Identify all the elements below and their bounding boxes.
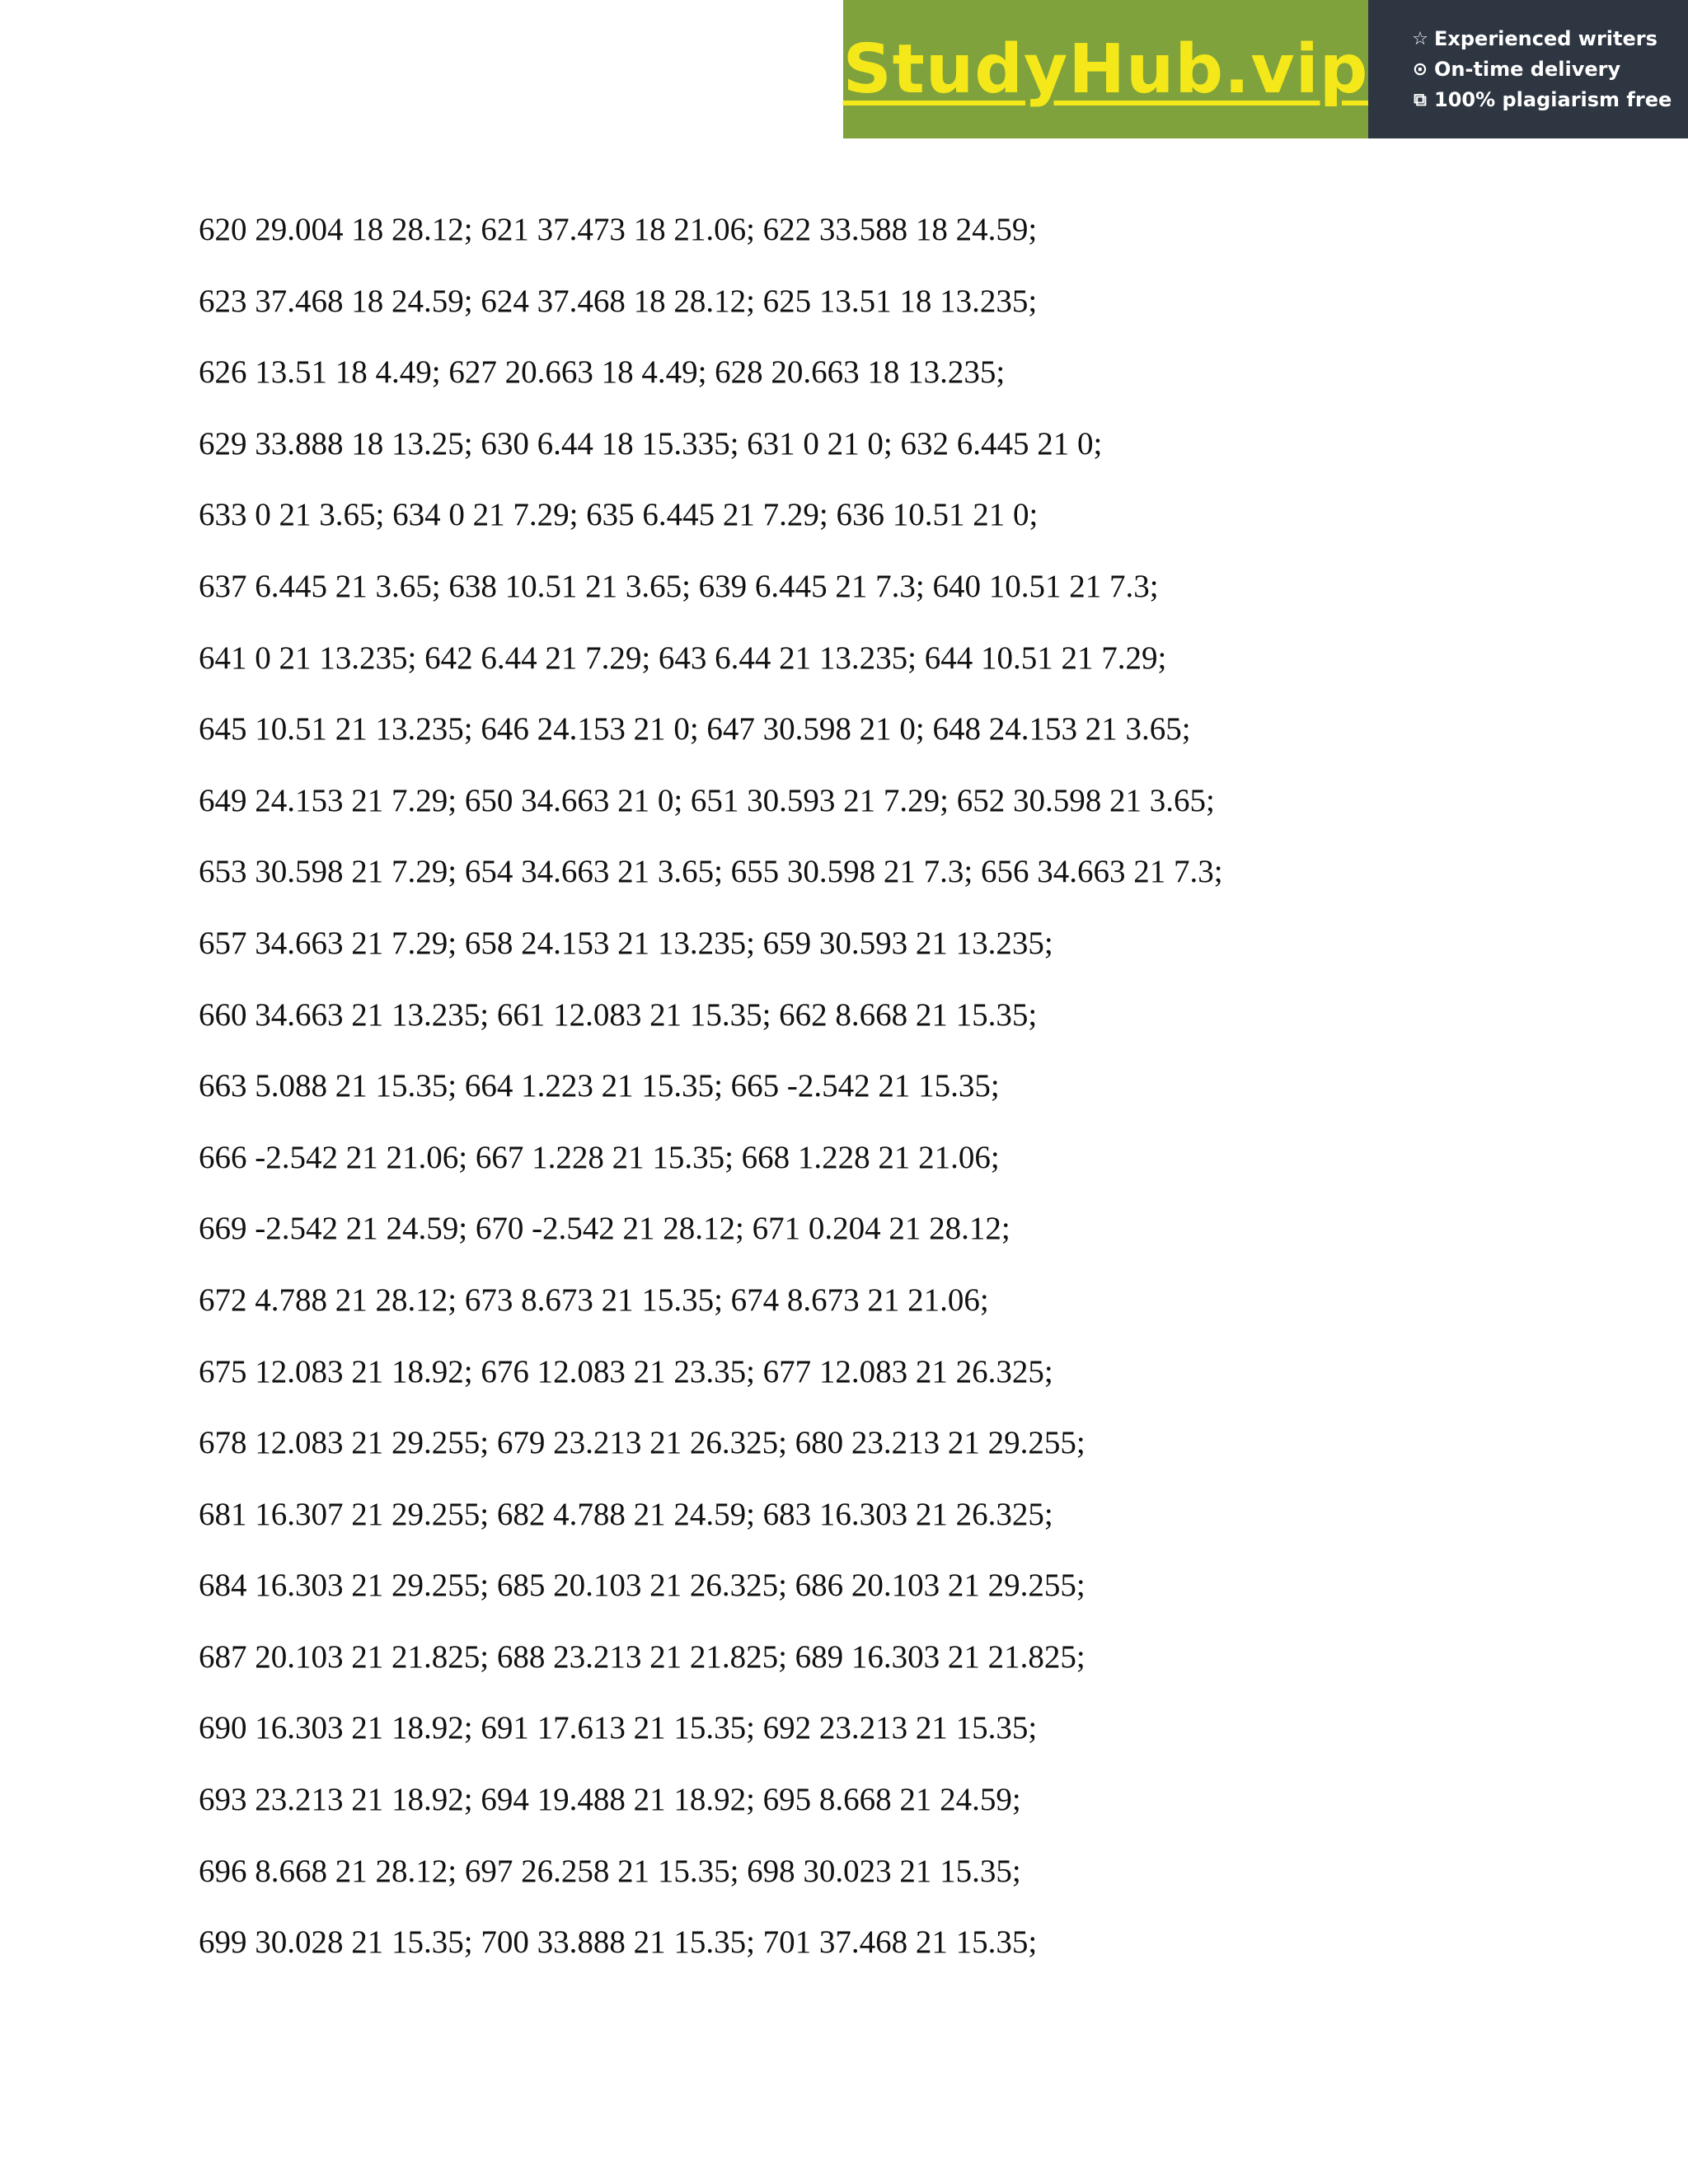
text-line: 699 30.028 21 15.35; 700 33.888 21 15.35; 701 37.468 21 15.35; bbox=[199, 1924, 1038, 1961]
text-line: 684 16.303 21 29.255; 685 20.103 21 26.325; 686 20.103 21 29.255; bbox=[199, 1568, 1085, 1604]
text-line: 623 37.468 18 24.59; 624 37.468 18 28.12; 625 13.51 18 13.235; bbox=[199, 283, 1038, 319]
text-line: 675 12.083 21 18.92; 676 12.083 21 23.35; 677 12.083 21 26.325; bbox=[199, 1353, 1053, 1390]
feature-experienced-writers bbox=[1409, 27, 1688, 50]
text-line: 681 16.307 21 29.255; 682 4.788 21 24.59; 683 16.303 21 26.325; bbox=[199, 1496, 1053, 1532]
text-line: 657 34.663 21 7.29; 658 24.153 21 13.235; 659 30.593 21 13.235; bbox=[199, 925, 1053, 961]
text-line: 629 33.888 18 13.25; 630 6.44 18 15.335; 631 0 21 0; 632 6.445 21 0; bbox=[199, 425, 1103, 462]
text-line: 649 24.153 21 7.29; 650 34.663 21 0; 651 30.593 21 7.29; 652 30.598 21 3.65; bbox=[199, 782, 1215, 818]
banner-features bbox=[1368, 0, 1688, 138]
star-icon: ☆ bbox=[1412, 28, 1428, 49]
studyhub-logo[interactable] bbox=[843, 0, 1368, 138]
text-line: 626 13.51 18 4.49; 627 20.663 18 4.49; 628 20.663 18 13.235; bbox=[199, 354, 1006, 391]
copy-icon: ⧉ bbox=[1414, 89, 1427, 110]
feature-label: 100% plagiarism free bbox=[1434, 88, 1672, 111]
text-line: 672 4.788 21 28.12; 673 8.673 21 15.35; 674 8.673 21 21.06; bbox=[199, 1282, 989, 1318]
feature-label: On-time delivery bbox=[1434, 58, 1621, 81]
text-line: 663 5.088 21 15.35; 664 1.223 21 15.35; 665 -2.542 21 15.35; bbox=[199, 1068, 1000, 1104]
text-line: 687 20.103 21 21.825; 688 23.213 21 21.825; 689 16.303 21 21.825; bbox=[199, 1638, 1085, 1675]
text-line: 669 -2.542 21 24.59; 670 -2.542 21 28.12; 671 0.204 21 28.12; bbox=[199, 1211, 1010, 1247]
text-line: 660 34.663 21 13.235; 661 12.083 21 15.35; 662 8.668 21 15.35; bbox=[199, 996, 1038, 1033]
text-line: 641 0 21 13.235; 642 6.44 21 7.29; 643 6.44 21 13.235; 644 10.51 21 7.29; bbox=[199, 640, 1167, 676]
logo-text: StudyHub.vip bbox=[842, 30, 1369, 109]
text-line: 620 29.004 18 28.12; 621 37.473 18 21.06; 622 33.588 18 24.59; bbox=[199, 212, 1038, 247]
studyhub-banner[interactable] bbox=[843, 0, 1688, 138]
text-line: 653 30.598 21 7.29; 654 34.663 21 3.65; 655 30.598 21 7.3; 656 34.663 21 7.3; bbox=[199, 854, 1223, 890]
feature-on-time-delivery bbox=[1409, 58, 1688, 81]
feature-label: Experienced writers bbox=[1434, 27, 1658, 50]
text-line: 666 -2.542 21 21.06; 667 1.228 21 15.35; 668 1.228 21 21.06; bbox=[199, 1139, 1000, 1175]
feature-plagiarism-free bbox=[1409, 88, 1688, 111]
clock-icon: ⊙ bbox=[1412, 59, 1428, 80]
text-line: 690 16.303 21 18.92; 691 17.613 21 15.35; 692 23.213 21 15.35; bbox=[199, 1710, 1038, 1746]
text-line: 696 8.668 21 28.12; 697 26.258 21 15.35; 698 30.023 21 15.35; bbox=[199, 1853, 1021, 1889]
text-line: 637 6.445 21 3.65; 638 10.51 21 3.65; 639 6.445 21 7.3; 640 10.51 21 7.3; bbox=[199, 568, 1159, 604]
text-line: 633 0 21 3.65; 634 0 21 7.29; 635 6.445 21 7.29; 636 10.51 21 0; bbox=[199, 497, 1039, 533]
text-line: 693 23.213 21 18.92; 694 19.488 21 18.92; 695 8.668 21 24.59; bbox=[199, 1782, 1021, 1818]
text-line: 645 10.51 21 13.235; 646 24.153 21 0; 647 30.598 21 0; 648 24.153 21 3.65; bbox=[199, 711, 1191, 748]
text-line: 678 12.083 21 29.255; 679 23.213 21 26.325; 680 23.213 21 29.255; bbox=[199, 1425, 1085, 1461]
document-body bbox=[199, 194, 1550, 1979]
